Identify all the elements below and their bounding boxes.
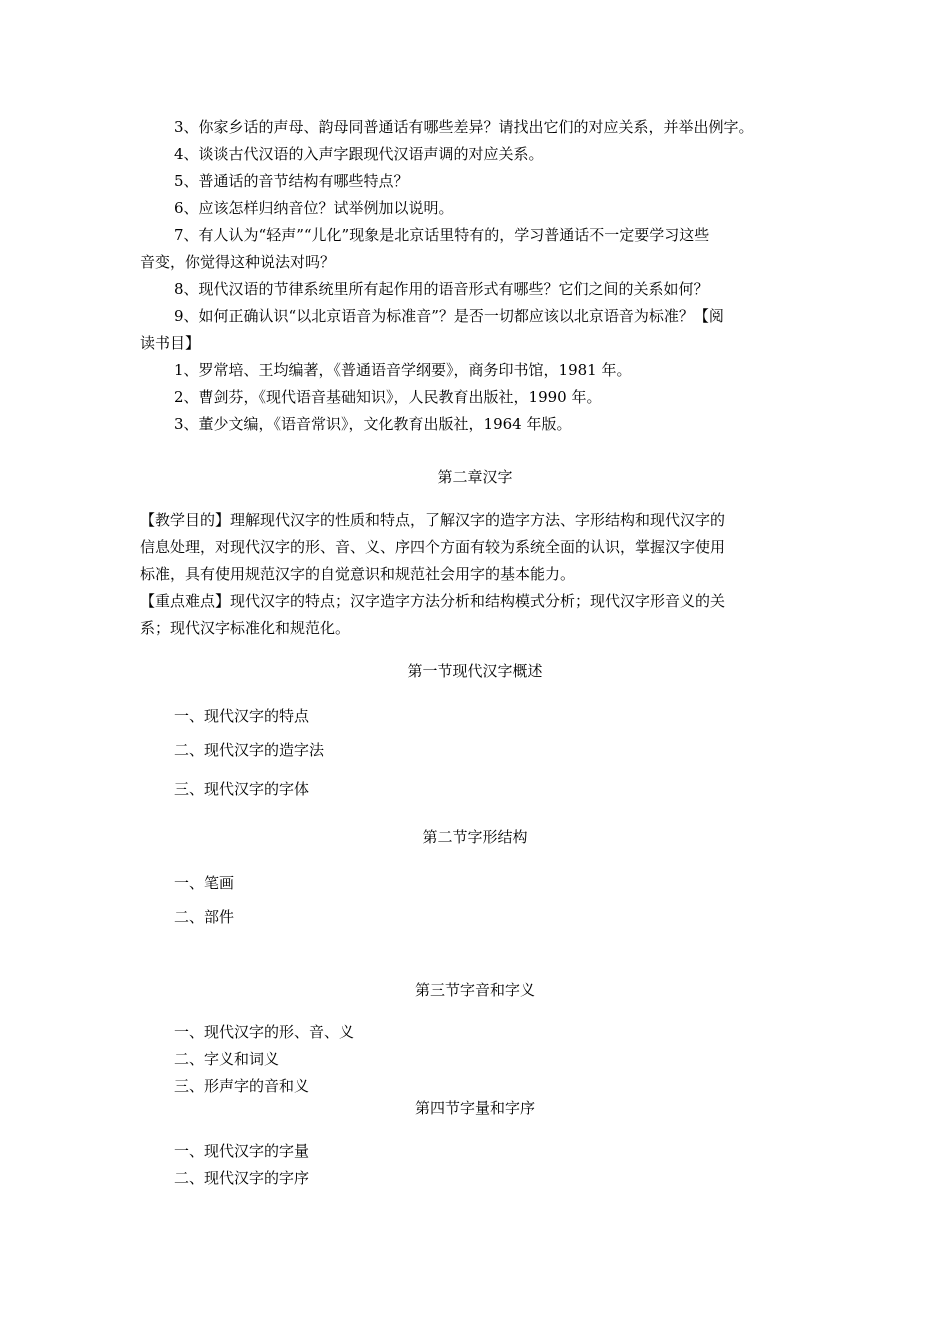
section-item: 二、字义和词义 bbox=[174, 1050, 280, 1068]
objectives-line: 标准，具有使用规范汉字的自觉意识和规范社会用字的基本能力。 bbox=[140, 565, 576, 583]
section-item: 二、现代汉字的字序 bbox=[174, 1169, 310, 1187]
exercise-9: 9、如何正确认识“以北京语音为标准音”？是否一切都应该以北京语音为标准？【阅 bbox=[174, 307, 724, 325]
exercise-8: 8、现代汉语的节律系统里所有起作用的语音形式有哪些？它们之间的关系如何？ bbox=[174, 280, 709, 298]
exercise-3: 3、你家乡话的声母、韵母同普通话有哪些差异？请找出它们的对应关系，并举出例字。 bbox=[174, 118, 754, 136]
section-item: 二、部件 bbox=[174, 908, 235, 926]
reading-item-3: 3、董少文编，《语音常识》，文化教育出版社，1964 年版。 bbox=[174, 415, 572, 433]
chapter-title: 第二章汉字 bbox=[437, 468, 513, 486]
section-item: 一、现代汉字的字量 bbox=[174, 1142, 310, 1160]
reading-item-2: 2、曹剑芬，《现代语音基础知识》，人民教育出版社，1990 年。 bbox=[174, 388, 602, 406]
reading-item-1: 1、罗常培、王均编著，《普通语音学纲要》，商务印书馆，1981 年。 bbox=[174, 361, 632, 379]
objectives-line: 信息处理，对现代汉字的形、音、义、序四个方面有较为系统全面的认识，掌握汉字使用 bbox=[140, 538, 726, 556]
section-title: 第二节字形结构 bbox=[422, 828, 528, 846]
section-item: 一、现代汉字的形、音、义 bbox=[174, 1023, 355, 1041]
exercise-6: 6、应该怎样归纳音位？试举例加以说明。 bbox=[174, 199, 454, 217]
section-item: 三、现代汉字的字体 bbox=[174, 780, 310, 798]
section-item: 二、现代汉字的造字法 bbox=[174, 741, 325, 759]
reading-list-heading: 读书目】 bbox=[140, 334, 201, 352]
objectives-line: 【教学目的】理解现代汉字的性质和特点，了解汉字的造字方法、字形结构和现代汉字的 bbox=[140, 511, 726, 529]
exercise-5: 5、普通话的音节结构有哪些特点？ bbox=[174, 172, 409, 190]
exercise-7: 7、有人认为“轻声”“儿化”现象是北京话里特有的，学习普通话不一定要学习这些 bbox=[174, 226, 710, 244]
section-title: 第三节字音和字义 bbox=[414, 981, 535, 999]
key-points-line: 【重点难点】现代汉字的特点；汉字造字方法分析和结构模式分析；现代汉字形音义的关 bbox=[140, 592, 726, 610]
section-title: 第一节现代汉字概述 bbox=[407, 662, 543, 680]
key-points-line: 系；现代汉字标准化和规范化。 bbox=[140, 619, 351, 637]
section-item: 三、形声字的音和义 bbox=[174, 1077, 310, 1095]
exercise-4: 4、谈谈古代汉语的入声字跟现代汉语声调的对应关系。 bbox=[174, 145, 544, 163]
section-item: 一、笔画 bbox=[174, 874, 235, 892]
section-title: 第四节字量和字序 bbox=[414, 1099, 535, 1117]
exercise-7-continued: 音变，你觉得这种说法对吗？ bbox=[140, 253, 336, 271]
section-item: 一、现代汉字的特点 bbox=[174, 707, 310, 725]
